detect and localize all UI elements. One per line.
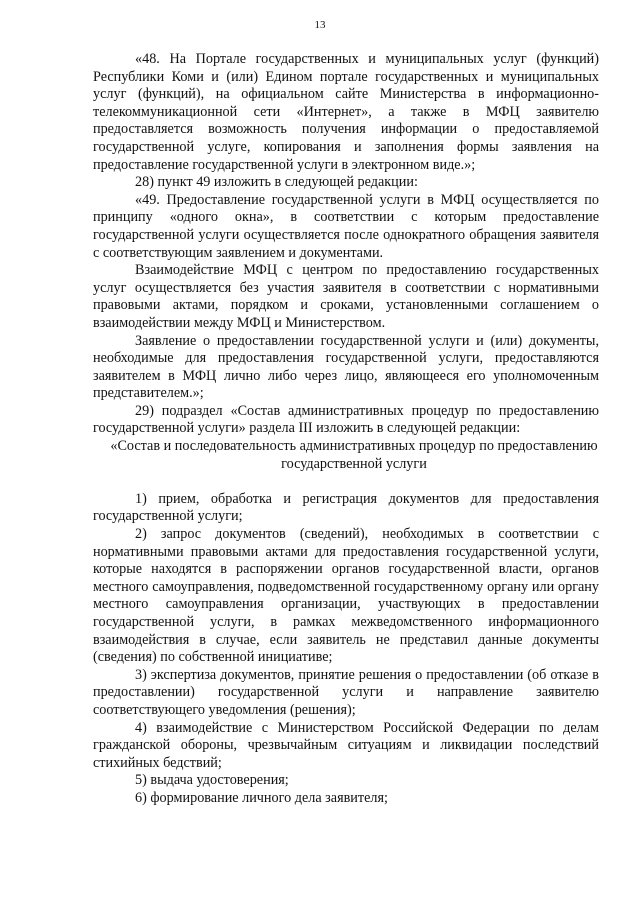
paragraph-interaction: Взаимодействие МФЦ с центром по предоставлению государственных услуг осуществляется без участия заявителя в соответствии с нормативными правовыми актами, порядком и сроками, установленными соглашением о взаимодействии между МФЦ и Министерством. [93,262,599,331]
list-item: 5) выдача удостоверения; [135,772,289,789]
paragraph-amendment-28: 28) пункт 49 изложить в следующей редакции: [135,174,418,191]
paragraph-application: Заявление о предоставлении государственной услуги и (или) документы, необходимые для предоставления государственной услуги, предоставляются заявителем в МФЦ лично либо через лицо, являющееся его уполномоченным представителем.»; [93,332,599,402]
list-item: 3) экспертиза документов, принятие решения о предоставлении (об отказе в предоставлении) государственной услуги и направление заявителю соответствующего уведомления (решения); [93,666,599,718]
page-number: 13 [314,19,326,31]
paragraph-48: «48. На Портале государственных и муниципальных услуг (функций) Республики Коми и (или) Едином портале государственных и муниципальных услуг (функций), на официальном сайте Министерства в информационно-телекоммуникационной сети «Интернет», а также в МФЦ заявителю предоставляется возможность получения информации о предоставляемой государственной услуге, копирования и заполнения формы заявления на предоставление государственной услуги в электронном виде.»; [93,51,599,173]
list-item: 4) взаимодействие с Министерством Российской Федерации по делам гражданской обороны, чрезвычайным ситуациям и ликвидации последствий стихийных бедствий; [93,719,599,771]
list-item: 6) формирование личного дела заявителя; [135,789,388,806]
list-item: 1) прием, обработка и регистрация документов для предоставления государственной услуги; [93,490,599,525]
paragraph-49: «49. Предоставление государственной услуги в МФЦ осуществляется по принципу «одного окна», в соответствии с которым предоставление государственной услуги осуществляется после однократного обращения заявителя с соответствующим заявлением и документами. [93,191,599,261]
document-body [93,51,599,808]
section-title: «Состав и последовательность административных процедур по предоставлению государственной услуги [110,438,598,472]
list-item: 2) запрос документов (сведений), необходимых в соответствии с нормативными правовыми актами для предоставления государственной услуги, которые находятся в распоряжении органов государственной власти, органов местного самоуправления, подведомственной государственному органу или органу местного самоуправления организации, участвующих в предоставлении государственной услуги, в рамках межведомственного информационного взаимодействия в случае, если заявитель не представил данные документы (сведения) по собственной инициативе; [93,526,599,666]
paragraph-amendment-29: 29) подраздел «Состав административных процедур по предоставлению государственной услуги» раздела III изложить в следующей редакции: [93,402,599,437]
